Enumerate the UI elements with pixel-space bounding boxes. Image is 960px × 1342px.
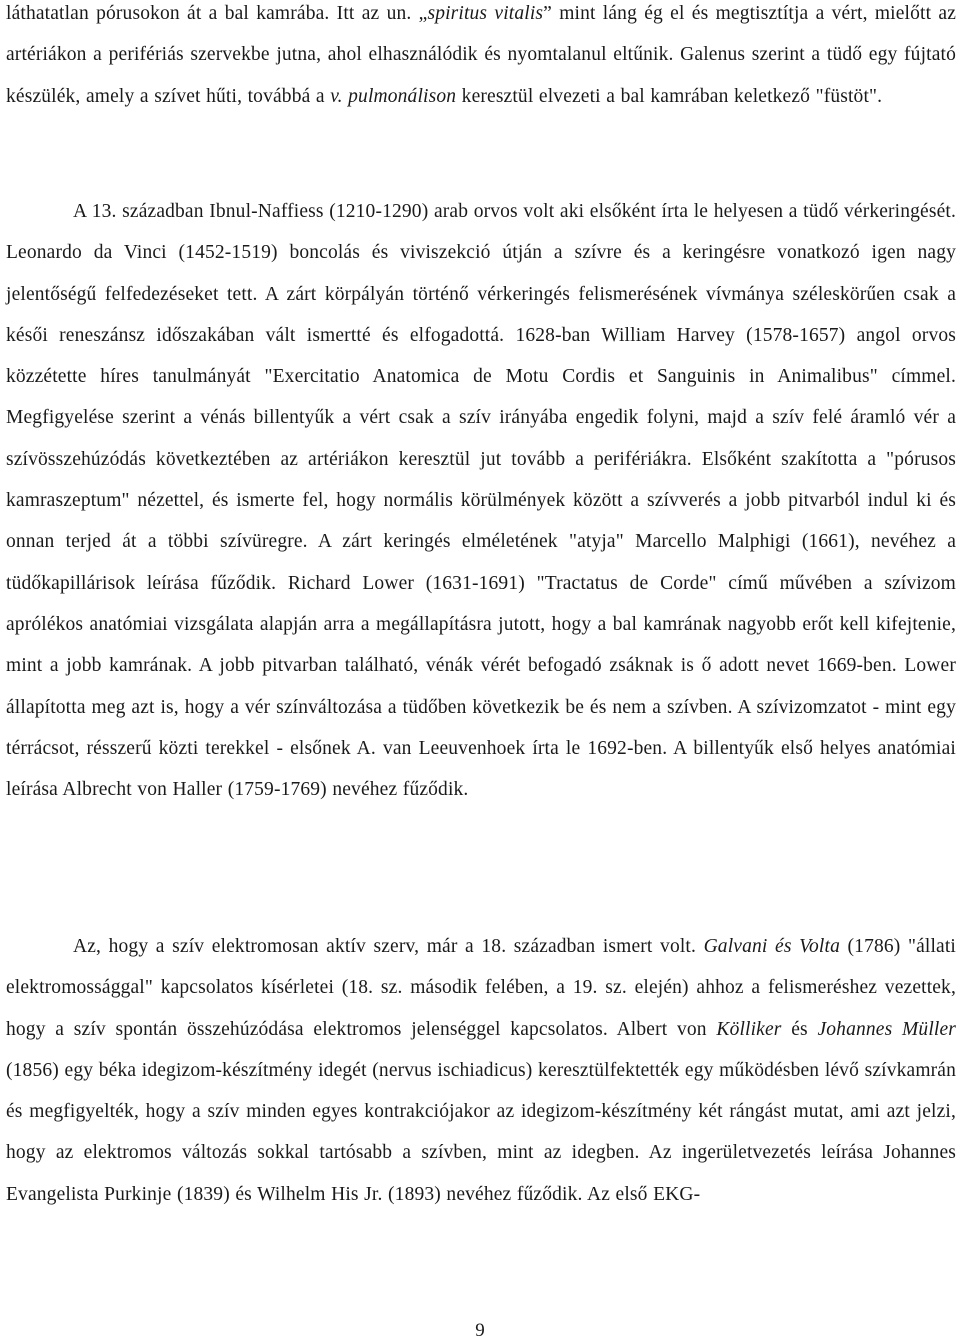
paragraph-galenus xyxy=(6,0,956,117)
text-segment: (1856) egy béka idegizom-készítmény idegét (nervus ischiadicus) keresztülfektették egy működésben lévő szívkamrán és megfigyelték, hogy a szív minden egyes kontrakciójakor az idegizom-készítmény két rángást mutat, ami azt jelzi, hogy az elektromos változás sokkal tartósabb a szívben, mint az idegben. Az ingerületvezetés leírása Johannes Evangelista Purkinje (1839) és Wilhelm His Jr. (1893) nevéhez fűződik. Az első EKG- xyxy=(6,1059,956,1205)
italic-names-galvani-volta: Galvani és Volta xyxy=(703,936,840,957)
text-segment: A 13. században Ibnul-Naffiess (1210-1290) arab orvos volt aki elsőként írta le helyesen a tüdő vérkeringését. Leonardo da Vinci (1452-1519) boncolás és viviszekció útján a szívre és a keringésre vonatkozó igen nagy jelentőségű felfedezéseket tett. A zárt körpályán történő vérkeringés felismerésének vívmánya széleskörűen csak a késői reneszánsz időszakában vált ismertté és elfogadottá. 1628-ban William Harvey (1578-1657) angol orvos közzétette híres tanulmányát "Exercitatio Anatomica de Motu Cordis et Sanguinis in Animalibus" címmel. Megfigyelése szerint a vénás billentyűk a vért csak a szív irányába engedik folyni, majd a szív felé áramló vér a szívösszehúzódás következtében az artériákon keresztül jut tovább a perifériákra. Elsőként szakította a "pórusos kamraszeptum" nézettel, és ismerte fel, hogy normális körülmények között a szívverés a jobb pitvarból indul ki és onnan terjed át a többi szívüregre. A zárt keringés elméletének "atyja" Marcello Malphigi (1661), nevéhez a tüdőkapillárisok leírása fűződik. Richard Lower (1631-1691) "Tractatus de Corde" című művében a szívizom aprólékos anatómiai vizsgálata alapján arra a megállapításra jutott, hogy a bal kamrának nagyobb erőt kell kifejtenie, mint a jobb kamrának. A jobb pitvarban található, vénák vérét befogadó zsáknak is ő adott nevet 1669-ben. Lower állapította meg azt is, hogy a vér színváltozása a tüdőben következik be és nem a szívben. A szívizomzatot - mint egy térrácsot, résszerű közti terekkel - elsőnek A. van Leeuvenhoek írta le 1692-ben. A billentyűk első helyes anatómiai leírása Albrecht von Haller (1759-1769) nevéhez fűződik. xyxy=(6,201,956,801)
italic-name-muller: Johannes Müller xyxy=(817,1018,956,1040)
text-segment: és xyxy=(781,1018,818,1040)
text-segment: láthatatlan pórusokon át a bal kamrába. Itt az un. „ xyxy=(6,3,428,24)
paragraph-history-circulation xyxy=(6,191,956,810)
italic-name-kolliker: Kölliker xyxy=(716,1018,782,1040)
italic-term-v-pulmonalis: v. pulmonálison xyxy=(330,85,457,107)
text-segment: ” mint láng ég el és megtisztítja a vért, mielőtt az artériákon a perifériás szervekbe jutna, ahol elhasználódik és nyomtalanul eltűnik. Galenus szerint a tüdő egy fújtató készülék, amely a szívet hűti, továbbá a xyxy=(6,3,956,107)
text-segment: keresztül elvezeti a bal kamrában keletkező "füstöt". xyxy=(456,85,883,107)
paragraph-electrophysiology xyxy=(6,926,956,1215)
page-number: 9 xyxy=(475,1320,485,1341)
text-segment: (1786) "állati elektromossággal" kapcsolatos kísérletei (18. sz. második felében, a 19. sz. elején) ahhoz a felismeréshez vezettek, hogy a szív spontán összehúzódása elektromos jelenséggel kapcsolatos. Albert von xyxy=(6,936,956,1040)
text-segment: Az, hogy a szív elektromosan aktív szerv, már a 18. században ismert volt. xyxy=(73,936,704,957)
italic-term-spiritus-vitalis: spiritus vitalis xyxy=(427,3,544,24)
